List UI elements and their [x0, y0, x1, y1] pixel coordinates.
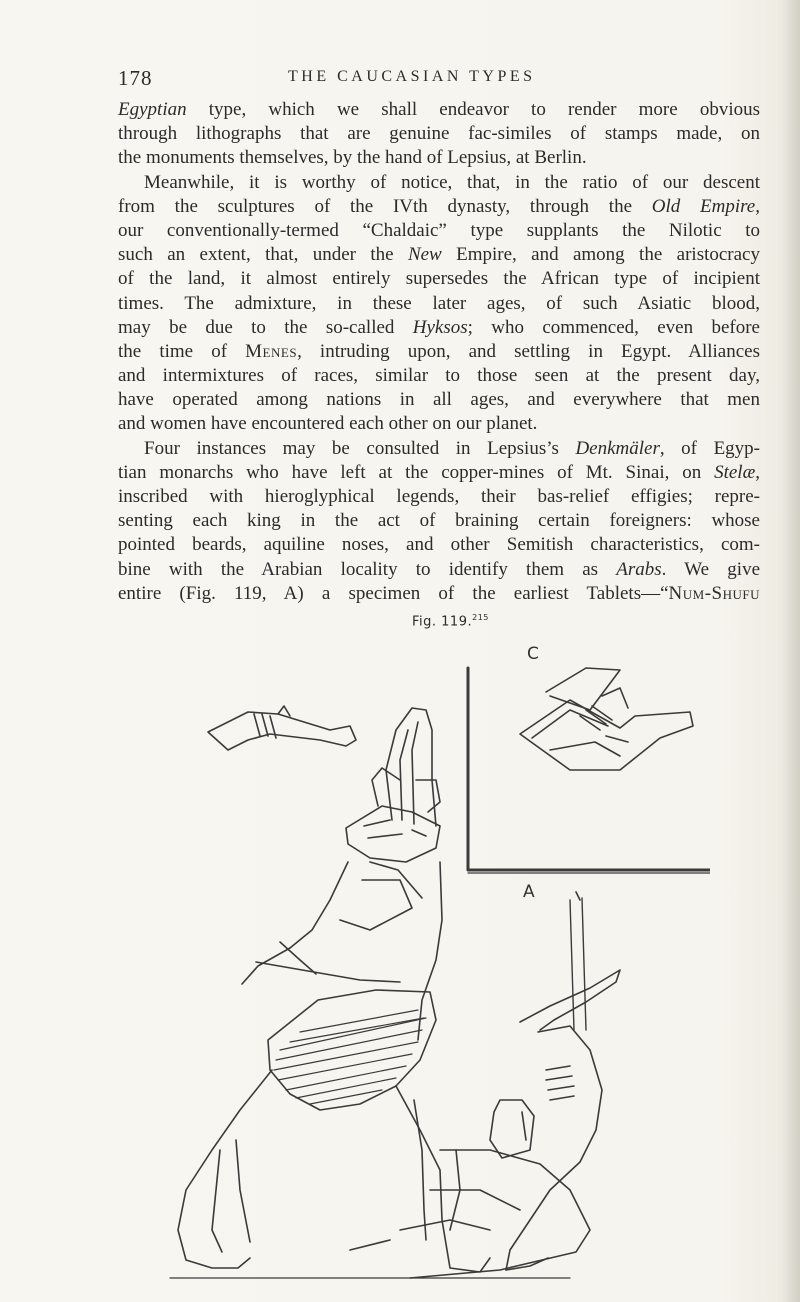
- text-line: such an extent, that, under the New Empire, and among the aristocracy: [118, 244, 760, 266]
- king-arm-mace: [208, 706, 356, 750]
- text-line: inscribed with hieroglyphical legends, their bas-relief effigies; repre-: [118, 486, 760, 507]
- figure-119: [150, 630, 710, 1285]
- footnote-ref: 215: [472, 613, 489, 622]
- king-crown: [372, 708, 440, 826]
- text-line: of the land, it almost entirely supersedes the African type of incipient: [118, 268, 760, 290]
- text-line: entire (Fig. 119, A) a specimen of the earliest Tablets—“Num-Shufu: [118, 582, 760, 604]
- text-line: senting each king in the act of braining certain foreigners: whose: [118, 510, 760, 532]
- page-edge-shadow: [782, 0, 800, 1302]
- text-line: may be due to the so-called Hyksos; who commenced, even before: [118, 316, 760, 338]
- body-text: [118, 98, 760, 606]
- king-legs: [178, 1070, 490, 1272]
- italic-term: Hyksos: [412, 316, 468, 338]
- captive-head-c: [520, 668, 693, 770]
- figure-label-c: C: [527, 644, 539, 664]
- italic-term: Old Empire: [651, 195, 756, 217]
- figure-label-a: A: [523, 882, 535, 902]
- italic-term: New: [407, 244, 442, 266]
- text-line: the monuments themselves, by the hand of Lepsius, at Berlin.: [118, 147, 587, 169]
- figure-caption: Fig. 119.$^{215}$: [412, 613, 489, 630]
- small-caps-name: Menes: [245, 340, 298, 362]
- small-caps-name: Num-Shufu: [668, 582, 760, 604]
- running-head: THE CAUCASIAN TYPES: [288, 68, 536, 85]
- text-line: our conventionally-termed “Chaldaic” type supplants the Nilotic to: [118, 219, 760, 241]
- text-line: Egyptian type, which we shall endeavor to render more obvious: [118, 99, 760, 120]
- text-line: Meanwhile, it is worthy of notice, that, in the ratio of our descent: [144, 171, 760, 193]
- captive-a: [350, 892, 620, 1278]
- bas-relief-drawing: [150, 630, 710, 1285]
- inset-frame: [468, 668, 710, 870]
- page-header: [118, 66, 758, 88]
- text-line: have operated among nations in all ages, and everywhere that men: [118, 389, 760, 411]
- page-number: 178: [118, 66, 153, 90]
- text-line: and women have encountered each other on our planet.: [118, 413, 538, 435]
- king-kilt: [268, 990, 436, 1110]
- text-line: times. The admixture, in these later ages, of such Asiatic blood,: [118, 292, 760, 314]
- text-line: Four instances may be consulted in Lepsius’s Denkmäler, of Egyp-: [144, 437, 760, 459]
- text-line: and intermixtures of races, similar to those seen at the present day,: [118, 365, 760, 387]
- text-line: tian monarchs who have left at the copper-mines of Mt. Sinai, on Stelæ,: [118, 461, 760, 483]
- italic-term: Egyptian: [118, 99, 187, 120]
- king-head: [346, 806, 440, 862]
- text-line: through lithographs that are genuine fac-similes of stamps made, on: [118, 123, 760, 145]
- text-line: from the sculptures of the IVth dynasty, through the Old Empire,: [118, 195, 760, 217]
- text-line: bine with the Arabian locality to identify them as Arabs. We give: [118, 558, 761, 580]
- italic-term: Stelæ: [714, 461, 756, 483]
- king-torso: [242, 862, 442, 1040]
- italic-term: Denkmäler: [575, 437, 660, 459]
- italic-term: Arabs: [616, 558, 662, 580]
- text-line: pointed beards, aquiline noses, and other Semitish characteristics, com-: [118, 534, 760, 556]
- text-line: the time of Menes, intruding upon, and settling in Egypt. Alliances: [118, 340, 761, 362]
